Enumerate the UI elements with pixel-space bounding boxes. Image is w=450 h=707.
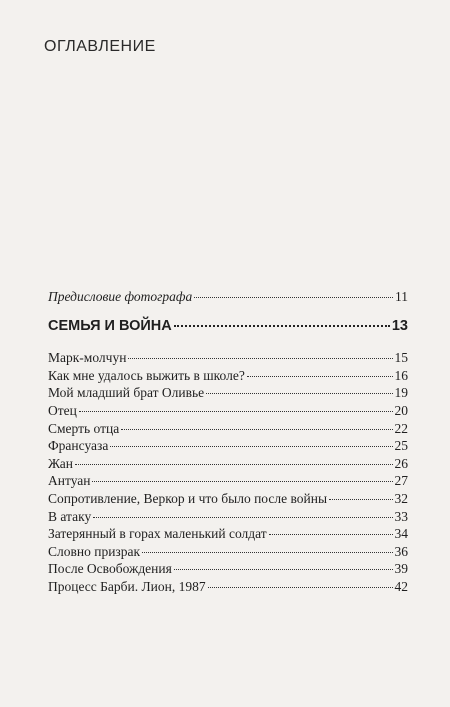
- toc-entry-page: 20: [394, 402, 408, 418]
- dot-leader: [93, 517, 392, 518]
- toc-entry: [48, 490, 408, 508]
- toc-entry: [48, 420, 408, 438]
- toc-entry-title: Затерянный в горах маленький солдат: [48, 526, 267, 542]
- toc-entry: [48, 367, 408, 385]
- toc-entry-page: 25: [394, 438, 408, 454]
- dot-leader: [208, 587, 393, 588]
- dot-leader: [269, 534, 393, 535]
- toc-entry-title: Антуан: [48, 473, 91, 489]
- toc-entry-title: Отец: [48, 402, 77, 418]
- dot-leader: [247, 376, 393, 377]
- toc-entry-title: Смерть отца: [48, 420, 120, 436]
- toc-entry: [48, 560, 408, 578]
- toc-entry-page: 32: [394, 490, 408, 506]
- toc-entry-preface: [48, 288, 408, 306]
- toc-entry: [48, 349, 408, 367]
- dot-leader: [194, 297, 393, 298]
- toc-entry: [48, 525, 408, 543]
- toc-entry: [48, 472, 408, 490]
- toc-entry-title: Сопротивление, Веркор и что было после войны: [48, 490, 328, 506]
- dot-leader: [121, 429, 392, 430]
- toc-entry: [48, 508, 408, 526]
- dot-leader: [329, 499, 392, 500]
- toc-entry-title: Предисловие фотографа: [48, 289, 193, 304]
- dot-leader: [79, 411, 393, 412]
- toc-entry: [48, 437, 408, 455]
- toc-entry-page: 15: [394, 350, 408, 366]
- dot-leader: [174, 569, 393, 570]
- toc-entry-title: Марк-молчун: [48, 350, 127, 366]
- toc-entry-title: Как мне удалось выжить в школе?: [48, 367, 245, 383]
- dot-leader: [206, 393, 392, 394]
- dot-leader: [142, 552, 392, 553]
- toc-entry: [48, 578, 408, 596]
- toc-entry-title: Мой младший брат Оливье: [48, 385, 205, 401]
- toc-entry-page: 36: [394, 543, 408, 559]
- toc-entry-page: 19: [394, 385, 408, 401]
- toc-entry: [48, 402, 408, 420]
- dot-leader: [174, 325, 390, 327]
- toc-entry-page: 33: [394, 508, 408, 524]
- toc-entry-title: Процесс Барби. Лион, 1987: [48, 578, 206, 594]
- toc-entry: [48, 384, 408, 402]
- toc-entry-title: Франсуаза: [48, 438, 109, 454]
- dot-leader: [92, 481, 392, 482]
- dot-leader: [75, 464, 393, 465]
- dot-leader: [110, 446, 392, 447]
- toc-entry-page: 26: [394, 455, 408, 471]
- toc-entry-list: [48, 349, 408, 595]
- toc-entry: [48, 543, 408, 561]
- toc-section-heading: [48, 318, 408, 336]
- section-page: 13: [391, 317, 408, 334]
- toc-entry-title: Жан: [48, 455, 73, 471]
- toc-entry-title: В атаку: [48, 508, 92, 524]
- table-of-contents: [48, 288, 408, 596]
- toc-entry-page: 11: [395, 289, 408, 304]
- toc-entry-page: 22: [394, 420, 408, 436]
- toc-heading: ОГЛАВЛЕНИЕ: [44, 38, 156, 55]
- toc-entry: [48, 455, 408, 473]
- toc-entry-page: 16: [394, 367, 408, 383]
- toc-entry-title: Словно призрак: [48, 543, 141, 559]
- toc-entry-page: 34: [394, 526, 408, 542]
- toc-entry-title: После Освобождения: [48, 561, 172, 577]
- toc-entry-page: 42: [394, 578, 408, 594]
- toc-entry-page: 27: [394, 473, 408, 489]
- section-title: СЕМЬЯ И ВОЙНА: [48, 317, 172, 334]
- dot-leader: [128, 358, 392, 359]
- toc-entry-page: 39: [394, 561, 408, 577]
